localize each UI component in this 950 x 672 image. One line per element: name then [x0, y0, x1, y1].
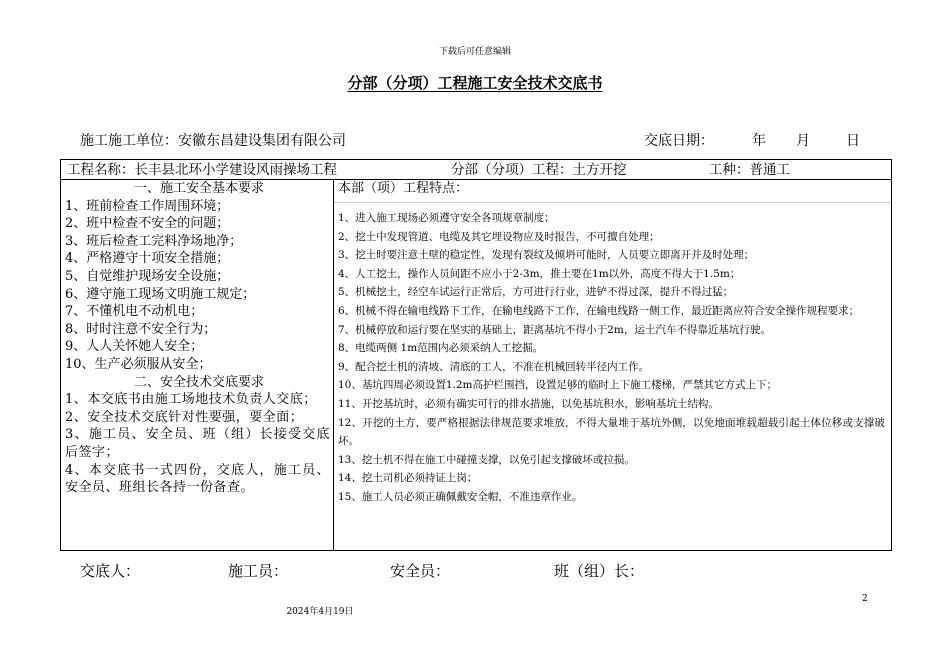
document-title — [0, 72, 950, 93]
table-header-row — [61, 160, 891, 180]
list-item: 3、班后检查工完料净场地净； — [65, 233, 243, 249]
construction-unit: 施工施工单位：安徽东昌建设集团有限公司 — [80, 133, 346, 149]
list-item: 15、施工人员必须正确佩戴安全帽，不准违章作业。 — [338, 490, 583, 503]
features-list — [334, 203, 891, 507]
safety-officer-signature: 安全员： — [390, 563, 451, 580]
section-title: 二、安全技术交底要求 — [133, 374, 264, 390]
footer-date: 2024年4月19日 — [286, 607, 354, 617]
disclosure-table — [60, 159, 892, 551]
document-title-text: 分部（分项）工程施工安全技术交底书 — [347, 75, 603, 92]
list-item: 10、生产必须服从安全； — [65, 356, 212, 372]
date-year: 年 — [752, 133, 766, 149]
list-item: 7、机械停放和运行要在坚实的基础上，距离基坑不得小于2m，运土汽车不得靠近基坑行驶。 — [338, 323, 771, 336]
constructor-signature: 施工员： — [228, 563, 289, 580]
list-item: 1、进入施工现场必须遵守安全各项规章制度； — [338, 212, 555, 224]
list-item: 4、严格遵守十项安全措施； — [65, 251, 230, 267]
list-item: 8、时时注意不安全行为； — [65, 321, 217, 337]
list-item: 6、遵守施工现场文明施工规定； — [65, 286, 256, 302]
list-item: 11、开挖基坑时，必须有确实可行的排水措施，以免基坑积水，影响基坑土结构。 — [338, 397, 719, 410]
requirements-column — [61, 180, 334, 550]
page-number: 2 — [862, 594, 868, 604]
list-item: 3、挖土时要注意土壁的稳定性，发现有裂纹及倾坍可能时，人员要立即离开并及时处理； — [338, 249, 755, 262]
discloser-signature: 交底人： — [80, 563, 141, 580]
section-title: 一、施工安全基本要求 — [133, 181, 264, 196]
meta-row — [60, 130, 880, 150]
list-item: 1、本交底书由施工场地技术负责人交底； — [65, 392, 317, 408]
list-item: 10、基坑四周必须设置1.2m高护栏围挡，设置足够的临时上下施工楼梯，严禁其它方式上下； — [338, 379, 778, 392]
list-item: 13、挖土机不得在施工中碰撞支撑，以免引起支撑破坏或拉损。 — [338, 453, 635, 466]
list-item: 9、配合挖土机的清坡、清底的工人，不准在机械回转半径内工作。 — [338, 360, 650, 373]
team-leader-signature: 班（组）长： — [554, 563, 645, 580]
list-item: 4、人工挖土，操作人员间距不应小于2-3m，推土要在1m以外，高度不得大于1.5m； — [338, 267, 741, 280]
features-label: 本部（项）工程特点： — [334, 180, 891, 203]
list-item: 9、人人关怀她人安全； — [65, 339, 204, 355]
date-month: 月 — [796, 133, 810, 149]
list-item: 2、安全技术交底针对性要强，要全面； — [65, 409, 304, 425]
list-item: 6、机械不得在输电线路下工作，在输电线路下工作，在输电线路一侧工作，最近距离应符合安全操作规程要求； — [338, 304, 860, 317]
trade-name: 工种：普通工 — [709, 162, 790, 178]
features-column — [334, 180, 891, 550]
list-item: 2、班中检查不安全的问题； — [65, 216, 230, 232]
list-item: 4、本交底书一式四份，交底人，施工员、安全员、班组长各持一份备查。 — [65, 462, 330, 496]
list-item: 12、开挖的土方，要严格根据法律规范要求堆放，不得大量堆于基坑外侧，以免地面堆载超载引起土体位移或支撑破坏。 — [338, 416, 885, 448]
header-note: 下载后可任意编辑 — [438, 47, 511, 57]
date-label: 交底日期： — [644, 133, 714, 149]
project-name: 工程名称：长丰县北环小学建设风雨操场工程 — [67, 162, 337, 178]
date-day: 日 — [846, 133, 860, 149]
list-item: 3、施工员、安全员、班（组）长接受交底后签字； — [65, 427, 330, 460]
list-item: 5、自觉维护现场安全设施； — [65, 268, 230, 284]
list-item: 5、机械挖土，经空车试运行正常后，方可进行行业，进铲不得过深，提升不得过猛； — [338, 286, 734, 299]
list-item: 7、不懂机电不动机电； — [65, 304, 204, 320]
list-item: 1、班前检查工作周围环境； — [65, 198, 230, 214]
list-item: 14、挖土司机必须持证上岗； — [338, 472, 478, 485]
list-item: 8、电缆两侧 1m范围内必须采纳人工挖掘。 — [338, 342, 544, 355]
subproject-name: 分部（分项）工程：土方开挖 — [451, 162, 627, 178]
disclosure-date — [644, 130, 860, 150]
list-item: 2、挖土中发现管道、电缆及其它埋设物应及时报告，不可擅自处理； — [338, 230, 660, 243]
